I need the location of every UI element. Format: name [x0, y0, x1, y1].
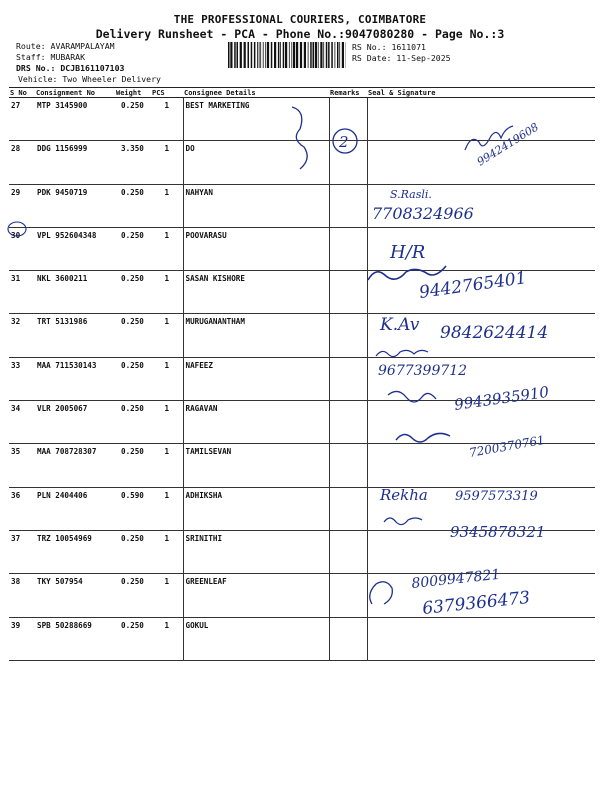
row-signature — [367, 444, 595, 487]
barcode-bar — [254, 42, 256, 68]
table-row — [9, 271, 595, 314]
row-sno: 38 — [9, 574, 35, 617]
col-signature: Seal & Signature — [367, 88, 595, 98]
barcode-bar — [331, 42, 333, 68]
row-signature — [367, 530, 595, 573]
signature-35-phone: 7200370761 — [468, 432, 546, 460]
table-row — [9, 487, 595, 530]
row-pcs: 1 — [151, 530, 183, 573]
row-weight: 0.250 — [115, 617, 151, 660]
row-remarks — [329, 574, 367, 617]
barcode-bar — [315, 42, 317, 68]
col-pcs: PCS — [151, 88, 183, 98]
row-signature — [367, 357, 595, 400]
row-weight: 0.250 — [115, 314, 151, 357]
table-row — [9, 314, 595, 357]
row-consignee: ADHIKSHA — [183, 487, 329, 530]
row-consignment: TRZ 10054969 — [35, 530, 115, 573]
barcode — [228, 42, 346, 68]
row-consignee: GREENLEAF — [183, 574, 329, 617]
row-remarks — [329, 444, 367, 487]
vehicle-label: Vehicle: — [18, 74, 58, 84]
row-sno: 30 — [9, 227, 35, 270]
signature-39-phone1: 8009947821 — [410, 566, 502, 592]
row-remarks — [329, 530, 367, 573]
row-weight: 0.250 — [115, 98, 151, 141]
signature-31-phone: 9442765401 — [417, 268, 528, 303]
remark-number: 2 — [339, 133, 349, 151]
barcode-bar — [310, 42, 312, 68]
row-weight: 0.250 — [115, 401, 151, 444]
barcode-bar — [244, 42, 246, 68]
table-row — [9, 574, 595, 617]
col-consignment: Consignment No — [35, 88, 115, 98]
row-remarks — [329, 617, 367, 660]
barcode-bar — [291, 42, 292, 68]
table-row — [9, 227, 595, 270]
row-remarks — [329, 227, 367, 270]
row-consignee: NAFEEZ — [183, 357, 329, 400]
barcode-bar — [339, 42, 340, 68]
table-row — [9, 141, 595, 184]
vehicle-value: Two Wheeler Delivery — [62, 74, 161, 84]
row-weight: 0.250 — [115, 227, 151, 270]
barcode-bar — [326, 42, 328, 68]
staff-value: MUBARAK — [50, 52, 86, 62]
signature-36-name: Rekha — [380, 486, 428, 504]
barcode-bar — [283, 42, 285, 68]
table-row — [9, 401, 595, 444]
row-pcs: 1 — [151, 184, 183, 227]
row-sno: 35 — [9, 444, 35, 487]
staff-line — [16, 52, 85, 63]
table-row — [9, 530, 595, 573]
row-sno: 31 — [9, 271, 35, 314]
row-consignee: DO — [183, 141, 329, 184]
row-weight: 0.250 — [115, 357, 151, 400]
row-remarks — [329, 271, 367, 314]
row-pcs: 1 — [151, 141, 183, 184]
barcode-bar — [257, 42, 258, 68]
barcode-bar — [265, 42, 266, 68]
row-signature — [367, 141, 595, 184]
row-sno: 37 — [9, 530, 35, 573]
barcode-bar — [274, 42, 276, 68]
row-signature — [367, 227, 595, 270]
row-consignee: GOKUL — [183, 617, 329, 660]
row-consignee: SASAN KISHORE — [183, 271, 329, 314]
row-sno: 39 — [9, 617, 35, 660]
col-remarks: Remarks — [329, 88, 367, 98]
row-signature — [367, 314, 595, 357]
row-consignee: POOVARASU — [183, 227, 329, 270]
table-row — [9, 617, 595, 660]
row-signature — [367, 401, 595, 444]
row-remarks — [329, 98, 367, 141]
row-remarks — [329, 401, 367, 444]
row-pcs: 1 — [151, 487, 183, 530]
rs-info — [352, 42, 451, 64]
row-consignment: NKL 3600211 — [35, 271, 115, 314]
rs-no-line — [352, 42, 451, 53]
row-consignee: TAMILSEVAN — [183, 444, 329, 487]
col-weight: Weight — [115, 88, 151, 98]
row-pcs: 1 — [151, 314, 183, 357]
row-weight: 0.250 — [115, 574, 151, 617]
row-signature — [367, 184, 595, 227]
row-signature — [367, 98, 595, 141]
row-consignment: MAA 708728307 — [35, 444, 115, 487]
row-sno: 34 — [9, 401, 35, 444]
row-signature — [367, 271, 595, 314]
barcode-bar — [260, 42, 261, 68]
signature-32-name: K.Av — [380, 315, 420, 335]
row-consignment: MTP 3145900 — [35, 98, 115, 141]
barcode-bar — [251, 42, 253, 68]
row-sno: 27 — [9, 98, 35, 141]
signature-37-phone: 9345878321 — [450, 523, 546, 541]
rs-no-value: 1611071 — [391, 42, 426, 52]
runsheet-subtitle: Delivery Runsheet - PCA - Phone No.:9047080280 - Page No.:3 — [95, 27, 505, 41]
barcode-bar — [342, 42, 344, 68]
barcode-bar — [278, 42, 280, 68]
row-consignment: PLN 2404406 — [35, 487, 115, 530]
company-title: THE PROFESSIONAL COURIERS, COIMBATORE — [173, 13, 427, 26]
delivery-table — [9, 87, 595, 661]
row-consignment: PDK 9450719 — [35, 184, 115, 227]
row-weight: 0.250 — [115, 444, 151, 487]
col-consignee: Consignee Details — [183, 88, 329, 98]
barcode-bar — [289, 42, 290, 68]
row-sno: 36 — [9, 487, 35, 530]
table-row — [9, 184, 595, 227]
row-sno: 28 — [9, 141, 35, 184]
signature-36-phone: 9597573319 — [455, 489, 538, 504]
signature-34-phone: 9943935910 — [453, 382, 551, 414]
signature-29-phone: 7708324966 — [372, 204, 474, 223]
row-consignee: NAHYAN — [183, 184, 329, 227]
staff-label: Staff: — [16, 52, 46, 62]
table-row — [9, 98, 595, 141]
barcode-bar — [304, 42, 306, 68]
row-remarks — [329, 314, 367, 357]
row-consignment: VLR 2005067 — [35, 401, 115, 444]
rs-date-label: RS Date: — [352, 53, 392, 63]
vehicle-line — [18, 74, 161, 84]
row-sno: 33 — [9, 357, 35, 400]
row-weight: 3.350 — [115, 141, 151, 184]
barcode-bar — [323, 42, 324, 68]
row-consignment: VPL 952604348 — [35, 227, 115, 270]
row-consignment: DDG 1156999 — [35, 141, 115, 184]
rs-date-line — [352, 53, 451, 64]
barcode-bar — [296, 42, 298, 68]
barcode-bar — [285, 42, 287, 68]
row-consignee: RAGAVAN — [183, 401, 329, 444]
barcode-bar — [318, 42, 319, 68]
row-weight: 0.250 — [115, 530, 151, 573]
row-weight: 0.590 — [115, 487, 151, 530]
row-consignee: BEST MARKETING — [183, 98, 329, 141]
barcode-bar — [230, 42, 232, 68]
row-weight: 0.250 — [115, 184, 151, 227]
row-pcs: 1 — [151, 444, 183, 487]
row-remarks — [329, 487, 367, 530]
rs-no-label: RS No.: — [352, 42, 387, 52]
row-sno: 32 — [9, 314, 35, 357]
table-row — [9, 444, 595, 487]
row-pcs: 1 — [151, 617, 183, 660]
row-remarks — [329, 141, 367, 184]
drs-value: DCJB161107103 — [60, 63, 125, 73]
row-pcs: 1 — [151, 98, 183, 141]
drs-label: DRS No.: — [16, 63, 56, 73]
barcode-bar — [228, 42, 230, 68]
col-sno: S No — [9, 88, 35, 98]
barcode-bar — [259, 42, 260, 68]
barcode-bar — [328, 42, 330, 68]
row-consignment: MAA 711530143 — [35, 357, 115, 400]
barcode-bar — [293, 42, 295, 68]
barcode-bar — [280, 42, 281, 68]
route-value: AVARAMPALAYAM — [50, 41, 115, 51]
rs-date-value: 11-Sep-2025 — [396, 53, 451, 63]
barcode-bar — [263, 42, 264, 68]
barcode-bar — [300, 42, 302, 68]
row-consignment: TRT 5131986 — [35, 314, 115, 357]
signature-30: H/R — [390, 242, 426, 263]
row-weight: 0.250 — [115, 271, 151, 314]
table-header-row — [9, 88, 595, 98]
barcode-bar — [271, 42, 273, 68]
row-consignee: SRINITHI — [183, 530, 329, 573]
barcode-bar — [240, 42, 242, 68]
drs-line — [16, 63, 124, 74]
signature-29-name: S.Rasli. — [390, 188, 432, 201]
barcode-bar — [320, 42, 322, 68]
row-consignee: MURUGANANTHAM — [183, 314, 329, 357]
row-signature — [367, 574, 595, 617]
signature-32-phone: 9842624414 — [440, 323, 549, 343]
row-sno: 29 — [9, 184, 35, 227]
row-pcs: 1 — [151, 227, 183, 270]
row-pcs: 1 — [151, 401, 183, 444]
row-consignment: SPB 50288669 — [35, 617, 115, 660]
row-remarks — [329, 357, 367, 400]
signature-39-phone2: 6379366473 — [421, 587, 532, 619]
signature-27-28: 9942419608 — [474, 120, 541, 169]
barcode-bar — [313, 42, 315, 68]
route-line — [16, 41, 115, 52]
barcode-bar — [267, 42, 269, 68]
row-signature — [367, 617, 595, 660]
signature-33-phone: 9677399712 — [378, 363, 468, 379]
row-pcs: 1 — [151, 357, 183, 400]
row-pcs: 1 — [151, 574, 183, 617]
barcode-bar — [335, 42, 336, 68]
route-label: Route: — [16, 41, 46, 51]
row-signature — [367, 487, 595, 530]
barcode-bar — [337, 42, 339, 68]
barcode-bar — [308, 42, 309, 68]
barcode-bar — [248, 42, 250, 68]
barcode-bar — [234, 42, 236, 68]
row-pcs: 1 — [151, 271, 183, 314]
table-row — [9, 357, 595, 400]
row-remarks — [329, 184, 367, 227]
row-consignment: TKY 507954 — [35, 574, 115, 617]
barcode-bar — [237, 42, 239, 68]
